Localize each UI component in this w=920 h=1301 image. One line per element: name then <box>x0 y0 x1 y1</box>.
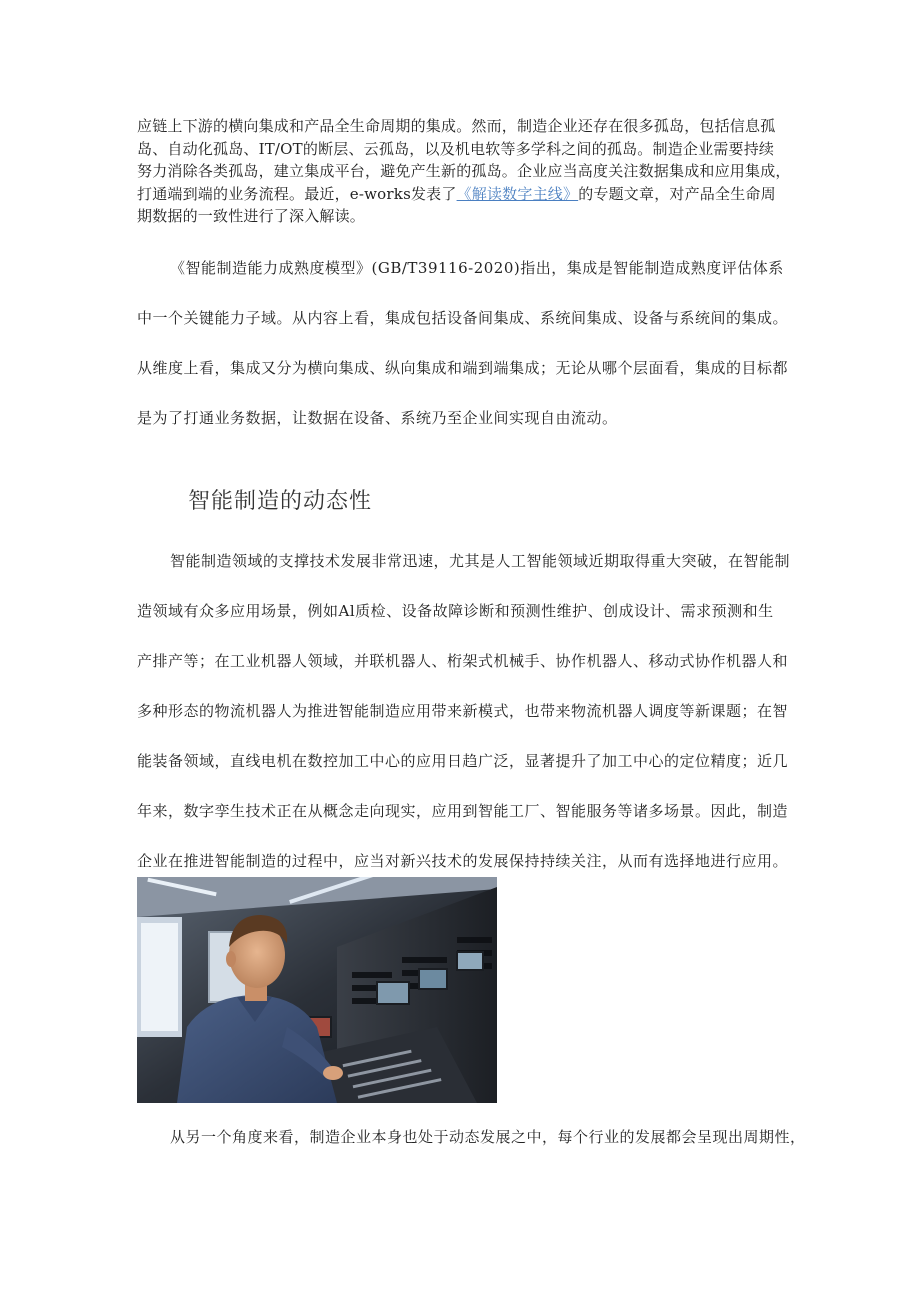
section-heading: 智能制造的动态性 <box>188 489 373 514</box>
text-line <box>137 183 802 206</box>
paragraph-integration-islands <box>137 115 802 228</box>
text-line: 能装备领域，直线电机在数控加工中心的应用日趋广泛，显著提升了加工中心的定位精度；近几 <box>137 752 789 770</box>
text-line: 产排产等；在工业机器人领域，并联机器人、桁架式机械手、协作机器人、移动式协作机器人和 <box>137 652 789 670</box>
text-line: 年来，数字孪生技术正在从概念走向现实，应用到智能工厂、智能服务等诸多场景。因此，制造 <box>137 802 789 820</box>
text-segment: 打通端到端的业务流程。最近，e-works发表了 <box>137 184 457 203</box>
text-line: 《智能制造能力成熟度模型》(GB/T39116-2020)指出，集成是智能制造成熟度评估体系 <box>170 259 784 277</box>
photo-illustration <box>137 877 497 1103</box>
text-line: 应链上下游的横向集成和产品全生命周期的集成。然而，制造企业还存在很多孤岛，包括信息孤 <box>137 117 776 135</box>
text-segment: 的专题文章，对产品全生命周 <box>578 184 776 203</box>
text-line: 中一个关键能力子域。从内容上看，集成包括设备间集成、系统间集成、设备与系统间的集成。 <box>137 309 789 327</box>
engineer-server-room-photo <box>137 877 497 1103</box>
paragraph-maturity-model <box>137 243 802 443</box>
text-line: 从另一个角度来看，制造企业本身也处于动态发展之中，每个行业的发展都会呈现出周期性， <box>170 1128 806 1146</box>
text-line: 企业在推进智能制造的过程中，应当对新兴技术的发展保持持续关注，从而有选择地进行应用。 <box>137 852 789 870</box>
text-line: 期数据的一致性进行了深入解读。 <box>137 207 366 225</box>
paragraph-technology-dynamics <box>137 536 802 886</box>
text-line: 努力消除各类孤岛，建立集成平台，避免产生新的孤岛。企业应当高度关注数据集成和应用集成， <box>137 162 791 180</box>
text-line: 岛、自动化孤岛、IT/OT的断层、云孤岛，以及机电软等多学科之间的孤岛。制造企业需要持续 <box>137 139 775 158</box>
text-line: 从维度上看，集成又分为横向集成、纵向集成和端到端集成；无论从哪个层面看，集成的目标都 <box>137 359 789 377</box>
text-line: 造领域有众多应用场景，例如Al质检、设备故障诊断和预测性维护、创成设计、需求预测和生 <box>137 602 774 620</box>
paragraph-enterprise-dynamics <box>137 1122 806 1152</box>
text-line: 是为了打通业务数据，让数据在设备、系统乃至企业间实现自由流动。 <box>137 409 618 427</box>
digital-thread-article-link[interactable]: 《解读数字主线》 <box>456 184 579 203</box>
text-line: 智能制造领域的支撑技术发展非常迅速，尤其是人工智能领域近期取得重大突破，在智能制 <box>170 552 791 570</box>
text-line: 多种形态的物流机器人为推进智能制造应用带来新模式，也带来物流机器人调度等新课题；在智 <box>137 702 789 720</box>
